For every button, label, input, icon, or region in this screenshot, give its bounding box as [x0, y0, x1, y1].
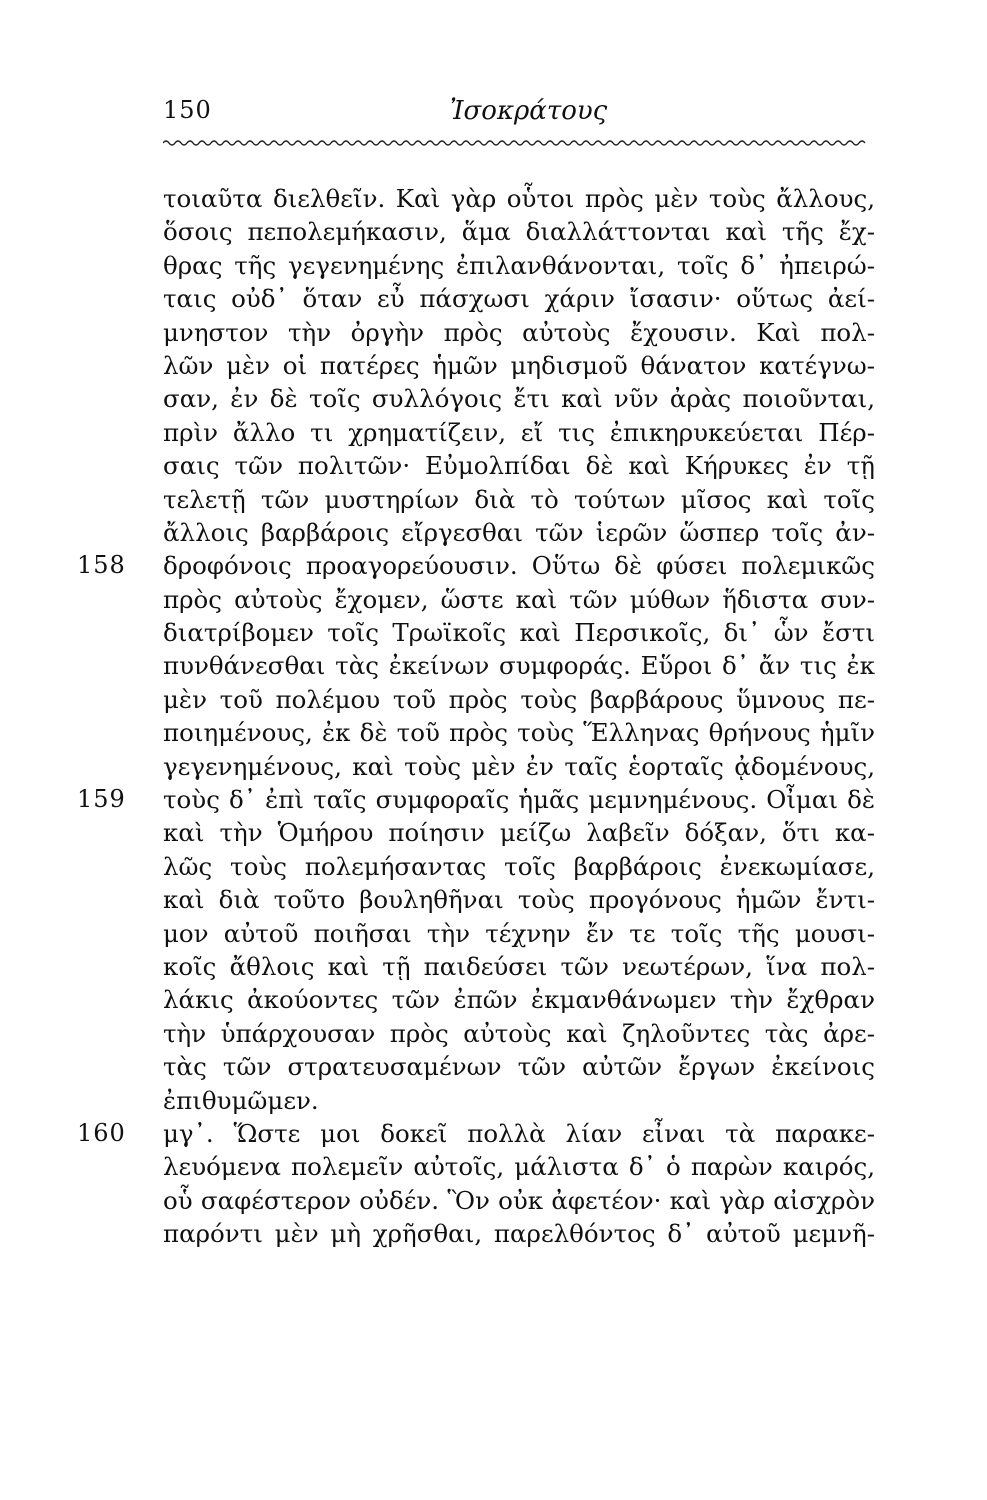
- text-line: ὅσοις πεπολεμήκασιν, ἅμα διαλλάττονται καὶ τῆς ἔχ-: [163, 217, 875, 247]
- text-line: πρὶν ἄλλο τι χρηματίζειν, εἴ τις ἐπικηρυκεύεται Πέρ-: [163, 417, 875, 447]
- text-line: καὶ τὴν Ὁμήρου ποίησιν μείζω λαβεῖν δόξαν, ὅτι κα-: [163, 818, 875, 848]
- text-line: ποιημένους, ἐκ δὲ τοῦ πρὸς τοὺς Ἕλληνας θρήνους ἡμῖν: [163, 718, 875, 748]
- text-line: ἄλλοις βαρβάροις εἴργεσθαι τῶν ἱερῶν ὥσπερ τοῖς ἀν-: [163, 517, 875, 547]
- section-159-line: [77, 783, 875, 816]
- section-number-158: 158: [77, 551, 126, 580]
- text-line: σαις τῶν πολιτῶν· Εὐμολπίδαι δὲ καὶ Κήρυκες ἐν τῇ: [163, 451, 875, 481]
- text-line: τὰς τῶν στρατευσαμένων τῶν αὐτῶν ἔργων ἐκείνοις: [163, 1052, 875, 1082]
- text-line: πυνθάνεσθαι τὰς ἐκείνων συμφοράς. Εὕροι δ᾽ ἄν τις ἐκ: [163, 651, 875, 681]
- body-text: [77, 182, 875, 1251]
- text-line: οὗ σαφέστερον οὐδέν. Ὃν οὐκ ἀφετέον· καὶ γὰρ αἰσχρὸν: [163, 1185, 875, 1215]
- header-wavy-rule: [163, 138, 868, 148]
- text-line: λῶς τοὺς πολεμήσαντας τοῖς βαρβάροις ἐνεκωμίασε,: [163, 851, 875, 881]
- text-line: τελετῇ τῶν μυστηρίων διὰ τὸ τούτων μῖσος καὶ τοῖς: [163, 484, 875, 514]
- text-line: λάκις ἀκούοντες τῶν ἐπῶν ἐκμανθάνωμεν τὴν ἔχθραν: [163, 985, 875, 1015]
- running-title: Ἰσοκράτους: [450, 96, 608, 126]
- section-number-160: 160: [77, 1118, 126, 1147]
- section-158-line: [77, 549, 875, 582]
- text-line: σαν, ἐν δὲ τοῖς συλλόγοις ἔτι καὶ νῦν ἀρὰς ποιοῦνται,: [163, 384, 875, 414]
- text-line: καὶ διὰ τοῦτο βουληθῆναι τοὺς προγόνους ἡμῶν ἔντι-: [163, 885, 875, 915]
- text-line: λευόμενα πολεμεῖν αὐτοῖς, μάλιστα δ᾽ ὁ παρὼν καιρός,: [163, 1152, 875, 1182]
- text-line: κοῖς ἄθλοις καὶ τῇ παιδεύσει τῶν νεωτέρων, ἵνα πολ-: [163, 951, 875, 981]
- section-160-line: [77, 1117, 875, 1150]
- text-line: μγ᾽. Ὥστε μοι δοκεῖ πολλὰ λίαν εἶναι τὰ παρακε-: [163, 1118, 875, 1148]
- text-line: θρας τῆς γεγενημένης ἐπιλανθάνονται, τοῖς δ᾽ ἠπειρώ-: [163, 250, 875, 280]
- text-line: γεγενημένους, καὶ τοὺς μὲν ἐν ταῖς ἑορταῖς ᾀδομένους,: [163, 751, 875, 781]
- text-line: μνηστον τὴν ὀργὴν πρὸς αὐτοὺς ἔχουσιν. Καὶ πολ-: [163, 317, 875, 347]
- text-line: μὲν τοῦ πολέμου τοῦ πρὸς τοὺς βαρβάρους ὕμνους πε-: [163, 684, 875, 714]
- text-line: τοὺς δ᾽ ἐπὶ ταῖς συμφοραῖς ἡμᾶς μεμνημένους. Οἶμαι δὲ: [163, 785, 875, 815]
- page-number: 150: [163, 96, 212, 124]
- text-line: πρὸς αὐτοὺς ἔχομεν, ὥστε καὶ τῶν μύθων ἥδιστα συν-: [163, 584, 875, 614]
- text-line: τὴν ὑπάρχουσαν πρὸς αὐτοὺς καὶ ζηλοῦντες τὰς ἀρε-: [163, 1018, 875, 1048]
- text-line: ἐπιθυμῶμεν.: [163, 1085, 319, 1115]
- section-number-159: 159: [77, 785, 126, 814]
- text-line: λῶν μὲν οἱ πατέρες ἡμῶν μηδισμοῦ θάνατον κατέγνω-: [163, 350, 875, 380]
- text-line: ταις οὐδ᾽ ὅταν εὖ πάσχωσι χάριν ἴσασιν· οὕτως ἀεί-: [163, 284, 875, 314]
- text-line: μον αὐτοῦ ποιῆσαι τὴν τέχνην ἔν τε τοῖς τῆς μουσι-: [163, 918, 875, 948]
- text-line: δροφόνοις προαγορεύουσιν. Οὕτω δὲ φύσει πολεμικῶς: [163, 551, 875, 581]
- text-line: διατρίβομεν τοῖς Τρωϊκοῖς καὶ Περσικοῖς, δι᾽ ὧν ἔστι: [163, 618, 875, 648]
- text-line: παρόντι μὲν μὴ χρῆσθαι, παρελθόντος δ᾽ αὐτοῦ μεμνῆ-: [163, 1219, 875, 1249]
- text-line: τοιαῦτα διελθεῖν. Καὶ γὰρ οὗτοι πρὸς μὲν τοὺς ἄλλους,: [163, 184, 875, 213]
